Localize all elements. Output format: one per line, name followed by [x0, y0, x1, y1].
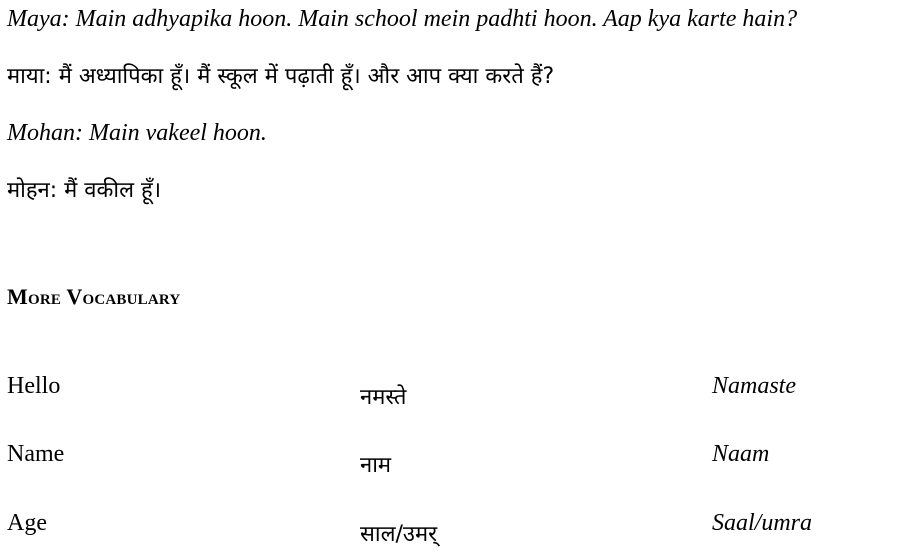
vocab-english: Hello — [7, 373, 61, 399]
vocabulary-row — [0, 441, 911, 481]
vocab-english: Age — [7, 510, 47, 536]
vocab-hindi: नाम — [360, 453, 392, 478]
dialogue-line-mohan-translit: Mohan: Main vakeel hoon. — [7, 120, 267, 146]
vocab-english: Name — [7, 441, 65, 467]
dialogue-line-maya-hindi: माया: मैं अध्यापिका हूँ। मैं स्कूल में पढ़ाती हूँ। और आप क्या करते हैं? — [7, 64, 555, 89]
vocabulary-row — [0, 373, 911, 413]
vocab-transliteration: Namaste — [712, 373, 796, 399]
dialogue-line-mohan-hindi: मोहन: मैं वकील हूँ। — [7, 178, 162, 203]
vocab-transliteration: Saal/umra — [712, 510, 813, 536]
section-heading: More Vocabulary — [7, 284, 181, 309]
vocab-hindi: नमस्ते — [360, 385, 407, 410]
vocab-hindi: साल/उमर् — [360, 522, 438, 547]
vocab-transliteration: Naam — [712, 441, 770, 467]
vocabulary-row — [0, 510, 911, 550]
dialogue-line-maya-translit: Maya: Main adhyapika hoon. Main school mein padhti hoon. Aap kya karte hain? — [7, 6, 798, 32]
